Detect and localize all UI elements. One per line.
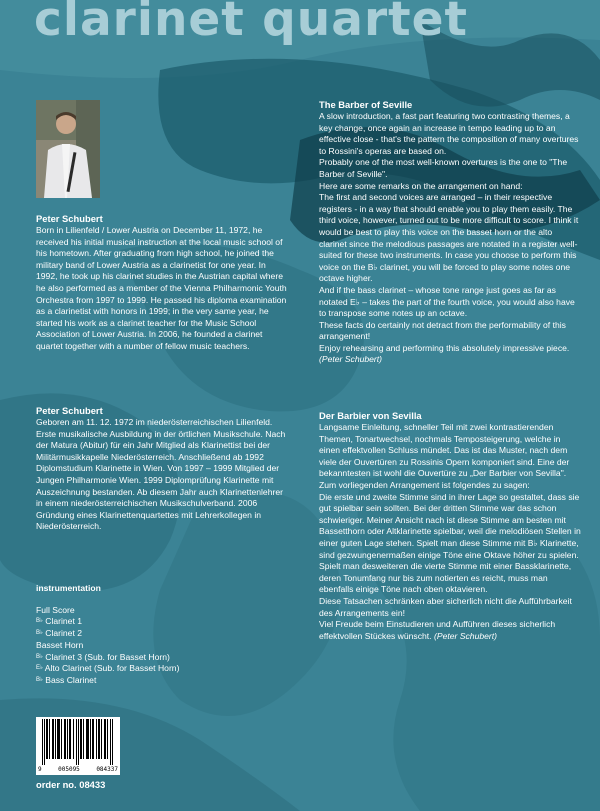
signature: (Peter Schubert) [319, 354, 383, 365]
bio-de-name: Peter Schubert [36, 405, 103, 416]
flat-sign: B♭ [36, 653, 43, 660]
bio-en-text: Born in Lilienfeld / Lower Austria on December 11, 1972, he received his initial musical instruction at the local music school of his hometown. After graduating from high school, he joined the military band of Lower Austria as a clarinetist for one year. In 1992, he took up his clarinet studies in the Austrian capital where he also performed as a member of the Vienna Philharmonic Youth Orchestra from 1997 to 1999. He passed his diploma examination as a clarinetist with honors in 1999; in the very same year, he started his work as a clarinet teacher for the Music School Association of Lower Austria. In 2006, he founded a clarinet quartet together with a number of fellow music teachers. [36, 225, 287, 351]
notes-de-heading: Der Barbier von Sevilla [319, 410, 422, 421]
order-number: order no. 08433 [36, 779, 106, 790]
flat-sign: B♭ [36, 676, 43, 683]
inst-clarinet-2: $^{B♭}$ Clarinet 2 [36, 628, 83, 639]
page-title: clarinet quartet [34, 0, 468, 47]
barcode [36, 717, 120, 775]
signature: (Peter Schubert) [433, 630, 498, 641]
barcode-bars [36, 719, 120, 767]
flat-sign: E♭ [36, 665, 43, 672]
bio-de-text: Geboren am 11. 12. 1972 im niederösterreichischen Lilienfeld. Erste musikalische Ausbildung in der örtlichen Musikschule. Nach der Matura (Abitur) für ein Jahr Mitglied als Klarinettist bei der Militärmusikkapelle Niederösterreich. Anschließend ab 1992 Diplomstudium Klarinette in Wien. Von 1997 – 1999 Mitglied der Jungen Philharmonie Wien. 1999 Diplomprüfung Klarinette mit Auszeichnung bestanden. Ab diesem Jahr auch Klarinettenlehrer in einem niederösterreichischen Musikschulverband. 2006 Gründung eines Klarinettenquartettes mit Lehrerkollegen in Niederösterreich. [36, 417, 286, 532]
inst-basset-horn: Basset Horn [36, 639, 84, 650]
inst-full-score: Full Score [36, 604, 75, 615]
bio-en-name: Peter Schubert [36, 213, 103, 224]
inst-clarinet-3: $^{B♭}$ Clarinet 3 (Sub. for Basset Horn) [36, 651, 170, 662]
instrumentation-list [36, 583, 288, 687]
inst-bass-clarinet: $^{B♭}$ Bass Clarinet [36, 674, 97, 685]
flat-sign: B♭ [36, 630, 43, 637]
inst-clarinet-1: $^{B♭}$ Clarinet 1 [36, 616, 83, 627]
composer-photo [36, 100, 100, 198]
bio-english [36, 213, 288, 353]
inst-alto-clarinet: $^{E♭}$ Alto Clarinet (Sub. for Basset Horn) [36, 663, 180, 674]
barcode-digits: 9 005095 084337 [38, 766, 118, 773]
notes-english: The Barber of Seville A slow introduction, a fast part featuring two contrasting themes, a key change, once again an increase in tempo leading up to an effective close - that's the pattern the composition of many overtures to Rossini's operas are based on. Probably one of the most well-known overtures is the one to "The Barber of Seville". Here are some remarks on the arrangement on hand: The first and second voices are arranged – in their respective registers - in a way that should enable you to play them easily. The third voice, however, turned out to be more difficult to score. I think it would be best to play this voice on the basset horn or the alto clarinet since the melodious passages are notated in a register well-suited for these two instruments. In case you choose to perform this voice on the B♭ clarinet, you will be forced to play some notes one octave higher. And if the bass clarinet – whose tone range just goes as far as notated E♭ – takes the part of the fourth voice, you would also have to transpose some notes up an octave. These facts do certainly not detract from the performability of this arrangement! Enjoy rehearsing and performing this absolutely impressive piece. (Peter Schubert) [319, 99, 581, 366]
flat-sign: B♭ [36, 618, 43, 625]
notes-german: Der Barbier von Sevilla Langsame Einleitung, schneller Teil mit zwei kontrastierenden Themen, Tonartwechsel, nochmals Temposteigerung, welche in einen effektvollen Schluss mündet. Das ist das Muster, nach dem viele der Ouvertüren zu Rossinis Opern komponiert sind. Eine der bekanntesten ist wohl die Ouvertüre zu „Der Barbier von Sevilla". Zum vorliegenden Arrangement ist folgendes zu sagen: Die erste und zweite Stimme sind in ihrer Lage so gestaltet, dass sie gut spielbar sein sollten. Bei der dritten Stimme war das schon schwieriger. Meiner Ansicht nach ist diese Stimme am besten mit Bassetthorn oder Altklarinette spielbar, weil die melodiösen Stellen in einer guten Lage stehen. Spielt man diese Stimme mit B♭ Klarinette, sind gezwungenermaßen einige Töne eine Oktave höher zu spielen. Spielt man desweiteren die vierte Stimme mit einer Bassklarinette, deren Tonumfang nur bis zum notierten es reicht, muss man ebenfalls einige Töne nach oben oktavieren. Diese Tatsachen schränken aber sicherlich nicht die Aufführbarkeit des Arrangements ein! Viel Freude beim Einstudieren und Aufführen dieses sicherlich effektvollen Stückes wünscht. (Peter Schubert) [319, 410, 581, 641]
bio-german [36, 405, 288, 533]
notes-en-heading: The Barber of Seville [319, 99, 413, 110]
instrumentation-heading: instrumentation [36, 583, 101, 593]
